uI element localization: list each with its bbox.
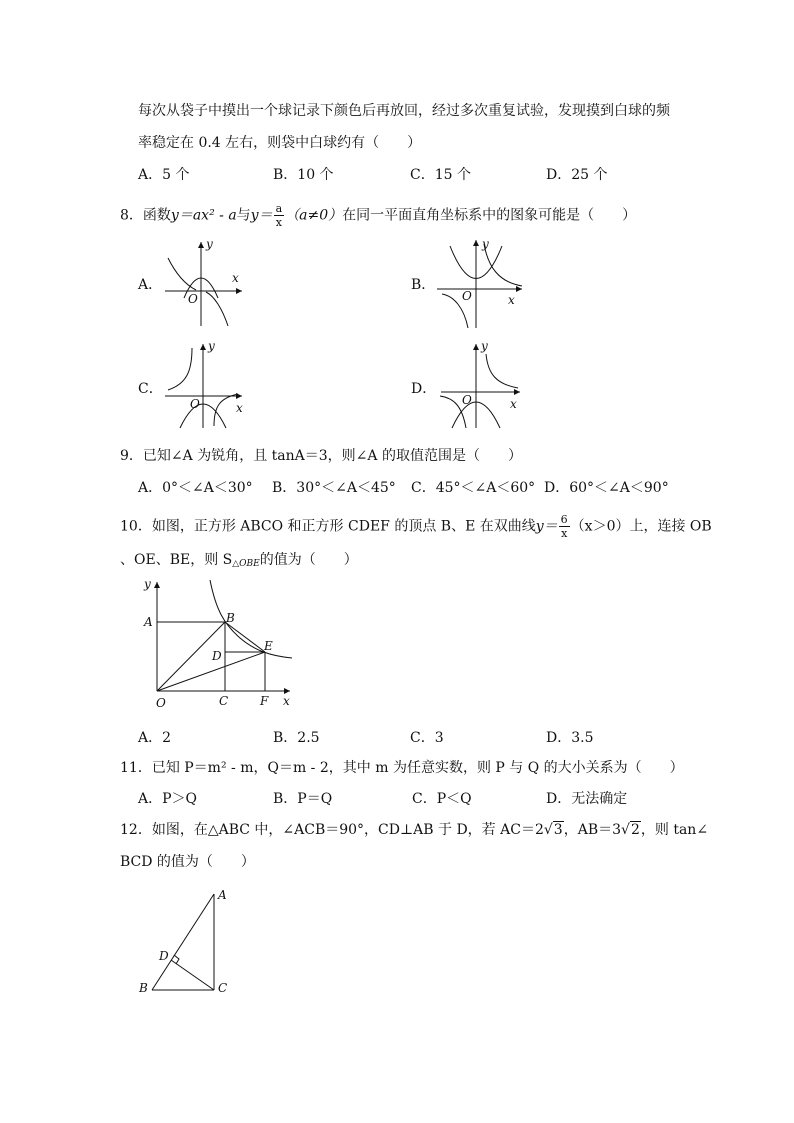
q8-condition: （a≠0） bbox=[285, 207, 343, 224]
q10-option-a: A．2 bbox=[138, 730, 172, 746]
q10-fraction bbox=[559, 514, 570, 539]
q11-option-a: A．P＞Q bbox=[138, 791, 198, 807]
q10-line1-b: （x＞0）上，连接 OB bbox=[570, 518, 712, 535]
q8-graph-a bbox=[160, 238, 250, 328]
q8-d-y-label: y bbox=[481, 339, 488, 353]
q9-option-c: C．45°＜∠A＜60° bbox=[411, 480, 536, 496]
q8-a-y-label: y bbox=[206, 237, 213, 251]
q12-line1: 12．如图，在△ABC 中，∠ACB＝90°，CD⊥AB 于 D，若 AC＝2√3，AB＝3√2，则 tan∠ bbox=[120, 822, 709, 838]
q8-graph-d bbox=[436, 340, 528, 430]
q10-label-d: D bbox=[212, 649, 222, 663]
q8-eq1: y＝ax² - a bbox=[170, 207, 237, 224]
q11-option-b: B．P＝Q bbox=[273, 791, 333, 807]
q10-option-b: B．2.5 bbox=[273, 730, 320, 746]
q10-label-c: C bbox=[219, 694, 229, 708]
q8-frac-den: x bbox=[275, 216, 282, 229]
q12-line2: BCD 的值为（ ） bbox=[120, 854, 255, 870]
q10-label-e: E bbox=[264, 639, 273, 653]
q8-b-origin: O bbox=[462, 289, 472, 303]
q10-line2-a: 、OE、BE，则 S bbox=[120, 552, 233, 568]
q10-frac-den: x bbox=[561, 527, 568, 540]
q10-eq: y＝ bbox=[535, 518, 558, 535]
q8-a-origin: O bbox=[188, 292, 198, 306]
q7-option-c: C．15 个 bbox=[410, 167, 471, 183]
q12-label-a: A bbox=[218, 888, 227, 902]
q11-option-d: D．无法确定 bbox=[546, 791, 628, 807]
q8-graph-b bbox=[432, 236, 532, 330]
q9-option-a: A．0°＜∠A＜30° bbox=[138, 480, 253, 496]
q10-label-f: F bbox=[260, 694, 269, 708]
q10-label-b: B bbox=[226, 611, 235, 625]
q12-line1-a: 12．如图，在△ABC 中，∠ACB＝90°，CD⊥AB 于 D，若 AC＝2 bbox=[120, 822, 544, 838]
q12-label-b: B bbox=[139, 981, 148, 995]
q12-figure bbox=[134, 884, 244, 1004]
q8-option-a-label: A． bbox=[138, 277, 163, 293]
q8-fraction bbox=[274, 203, 285, 228]
q10-line2 bbox=[120, 553, 358, 569]
q10-line2-b: 的值为（ ） bbox=[259, 552, 358, 568]
q8-c-y-label: y bbox=[208, 339, 215, 353]
q11-option-c: C．P＜Q bbox=[412, 791, 472, 807]
q8-b-y-label: y bbox=[482, 237, 489, 251]
q8-eq2: y＝ bbox=[250, 207, 273, 224]
q12-label-c: C bbox=[218, 981, 228, 995]
q8-option-c-label: C． bbox=[138, 381, 163, 397]
q10-option-d: D．3.5 bbox=[546, 730, 594, 746]
q7-option-b: B．10 个 bbox=[273, 167, 334, 183]
q8-suffix: 在同一平面直角坐标系中的图象可能是（ ） bbox=[342, 207, 637, 224]
q12-radicand-1: 3 bbox=[553, 822, 563, 838]
q8-a-x-label: x bbox=[232, 271, 239, 285]
q12-line1-b: ，AB＝3 bbox=[563, 822, 622, 838]
q10-option-c: C．3 bbox=[410, 730, 444, 746]
q11-stem: 11．已知 P＝m² - m，Q＝m - 2，其中 m 为任意实数，则 P 与 Q 的大小关系为（ ） bbox=[120, 760, 684, 776]
q9-option-b: B．30°＜∠A＜45° bbox=[272, 480, 396, 496]
q8-stem bbox=[120, 203, 636, 228]
q8-mid: 与 bbox=[236, 207, 251, 224]
q9-stem: 9．已知∠A 为锐角，且 tanA＝3，则∠A 的取值范围是（ ） bbox=[120, 448, 522, 464]
q8-option-b-label: B． bbox=[411, 277, 436, 293]
q8-graph-c bbox=[160, 340, 252, 430]
q10-line1-a: 10．如图，正方形 ABCO 和正方形 CDEF 的顶点 B、E 在双曲线 bbox=[120, 518, 536, 535]
q10-line2-sub: △OBE bbox=[232, 559, 260, 569]
q10-label-a: A bbox=[144, 615, 153, 629]
q8-frac-num: a bbox=[275, 202, 283, 215]
q12-radicand-2: 2 bbox=[630, 822, 640, 838]
q10-figure bbox=[140, 574, 310, 714]
q10-label-o: O bbox=[156, 696, 166, 710]
q8-prefix: 8．函数 bbox=[120, 207, 171, 224]
q8-c-x-label: x bbox=[236, 401, 243, 415]
q9-option-d: D．60°＜∠A＜90° bbox=[544, 480, 669, 496]
q8-c-origin: O bbox=[190, 397, 200, 411]
q10-line1 bbox=[120, 514, 712, 539]
q10-frac-num: 6 bbox=[560, 513, 568, 526]
q12-label-d: D bbox=[159, 949, 169, 963]
q8-d-origin: O bbox=[462, 393, 472, 407]
q12-line1-c: ，则 tan∠ bbox=[640, 822, 709, 838]
q7-option-d: D．25 个 bbox=[546, 167, 608, 183]
q8-d-x-label: x bbox=[510, 397, 517, 411]
q8-b-x-label: x bbox=[508, 293, 515, 307]
q8-option-d-label: D． bbox=[411, 381, 437, 397]
q10-label-y: y bbox=[144, 577, 151, 591]
q7-line2: 率稳定在 0.4 左右，则袋中白球约有（ ） bbox=[138, 135, 422, 151]
q7-option-a: A．5 个 bbox=[138, 167, 190, 183]
q10-label-x: x bbox=[283, 694, 290, 708]
q7-line1: 每次从袋子中摸出一个球记录下颜色后再放回，经过多次重复试验，发现摸到白球的频 bbox=[138, 103, 670, 119]
